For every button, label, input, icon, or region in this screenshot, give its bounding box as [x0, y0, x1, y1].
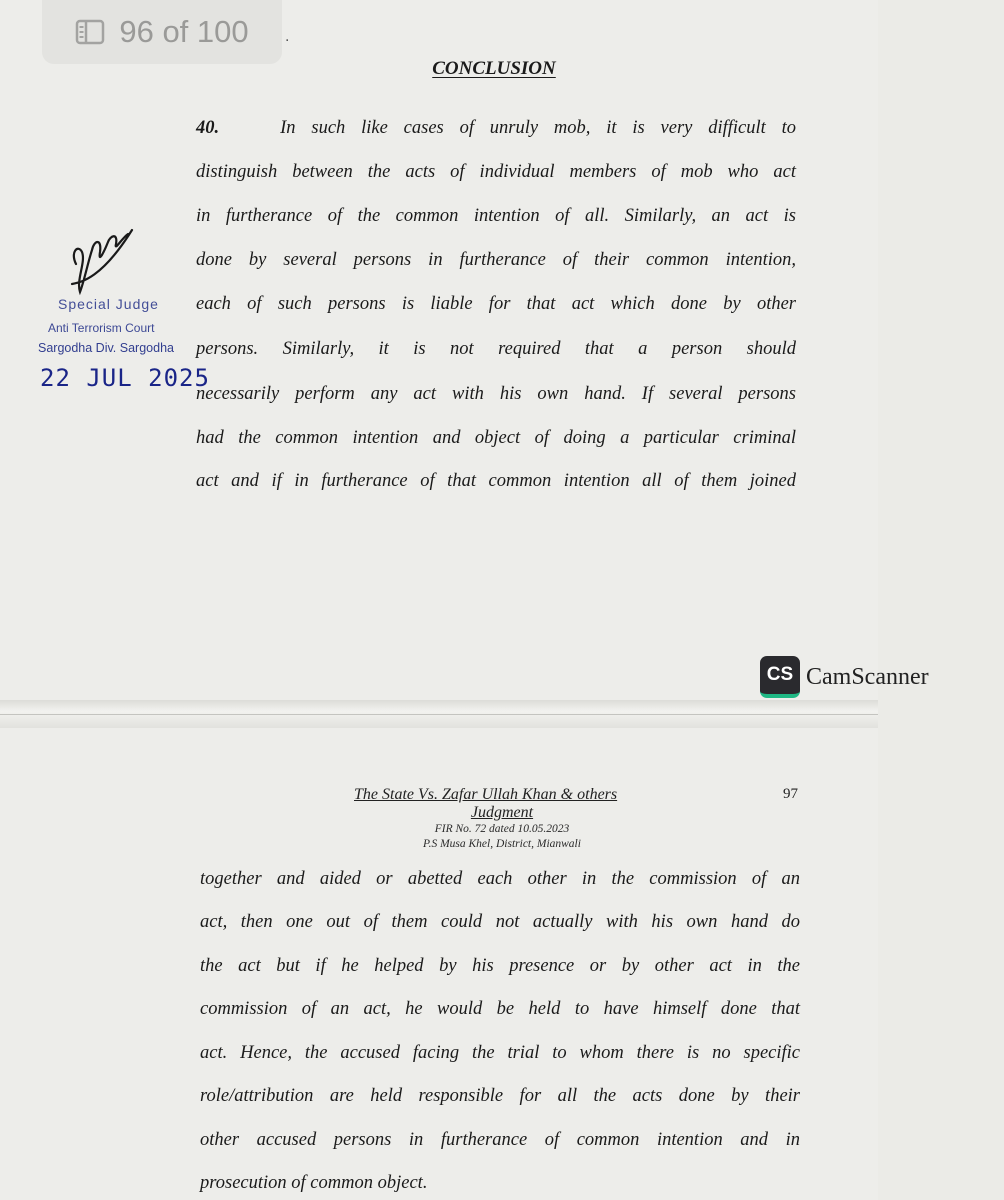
paragraph-line: act. Hence, the accused facing the trial to whom there is no specific	[200, 1043, 800, 1063]
paragraph-number: 40.	[196, 118, 220, 138]
document-page-97	[0, 728, 878, 1200]
document-type: Judgment	[470, 804, 534, 821]
page-number: 97	[783, 786, 798, 802]
section-heading: CONCLUSION	[432, 58, 556, 79]
paragraph-line: distinguish between the acts of individual members of mob who act	[196, 162, 796, 182]
paragraph-line: in furtherance of the common intention of all. Similarly, an act is	[196, 206, 796, 226]
case-title: The State Vs. Zafar Ullah Khan & others	[354, 786, 618, 803]
sidebar-panel-icon	[75, 19, 105, 45]
police-station: P.S Musa Khel, District, Mianwali	[423, 838, 581, 850]
paragraph-line: each of such persons is liable for that act which done by other	[196, 294, 796, 314]
paragraph-line-1	[196, 118, 796, 139]
paragraph-line: other accused persons in furtherance of common intention and in	[200, 1130, 800, 1150]
page-separator	[0, 700, 878, 728]
stray-mark: .	[285, 28, 290, 45]
page-counter-label: 96 of 100	[119, 14, 249, 49]
paragraph-line: together and aided or abetted each other in the commission of an	[200, 869, 800, 889]
paragraph-line-last: prosecution of common object.	[200, 1173, 428, 1193]
paragraph-line-1-text: In such like cases of unruly mob, it is very difficult to	[280, 118, 796, 138]
camscanner-watermark: CamScanner	[806, 664, 929, 690]
paragraph-line: commission of an act, he would be held to have himself done that	[200, 999, 800, 1019]
paragraph-line: persons. Similarly, it is not required that a person should	[196, 339, 796, 359]
stamp-date: 22 JUL 2025	[40, 364, 210, 392]
paragraph-line: role/attribution are held responsible for all the acts done by their	[200, 1086, 800, 1106]
stamp-title: Special Judge	[58, 296, 159, 312]
paragraph-line: done by several persons in furtherance of their common intention,	[196, 250, 796, 270]
paragraph-line: act, then one out of them could not actually with his own hand do	[200, 912, 800, 932]
page-counter[interactable]	[42, 0, 282, 64]
paragraph-line: necessarily perform any act with his own hand. If several persons	[196, 384, 796, 404]
paragraph-line: the act but if he helped by his presence or by other act in the	[200, 956, 800, 976]
fir-reference: FIR No. 72 dated 10.05.2023	[434, 823, 570, 835]
paragraph-line: act and if in furtherance of that common intention all of them joined	[196, 471, 796, 491]
stamp-court: Anti Terrorism Court	[48, 321, 155, 335]
camscanner-logo-icon: CS	[760, 656, 800, 698]
judge-signature	[62, 222, 138, 302]
paragraph-line: had the common intention and object of doing a particular criminal	[196, 428, 796, 448]
stamp-place: Sargodha Div. Sargodha	[38, 341, 174, 355]
